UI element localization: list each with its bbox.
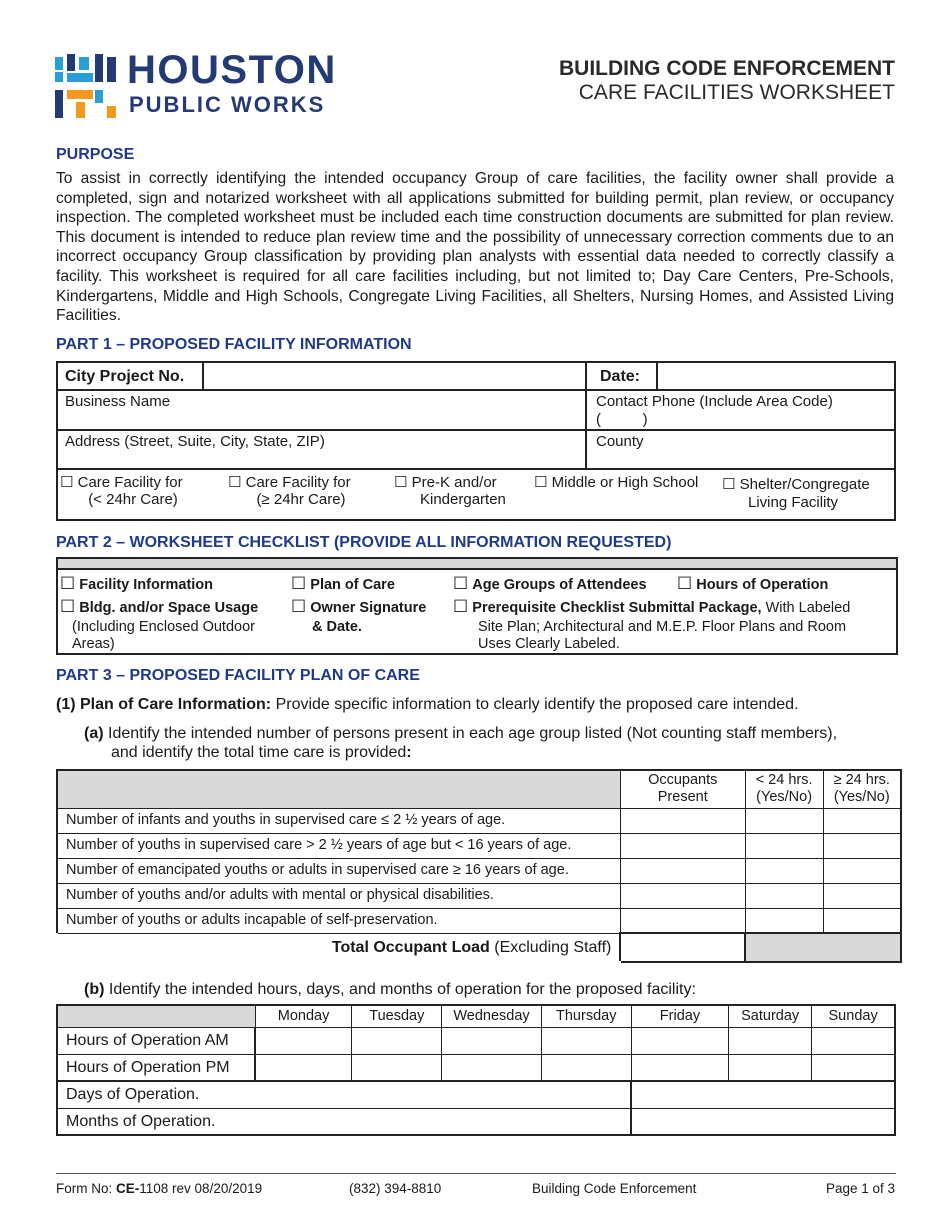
row-question: Number of emancipated youths or adults in supervised care ≥ 16 years of age. [57, 858, 620, 883]
check-bldg-usage[interactable]: ☐ Bldg. and/or Space Usage [60, 597, 259, 617]
hours-am-input[interactable] [812, 1027, 895, 1054]
hours-pm-input[interactable] [352, 1054, 442, 1081]
address-label: Address (Street, Suite, City, State, ZIP) [65, 433, 325, 450]
row-question: Number of infants and youths in supervised care ≤ 2 ½ years of age. [57, 808, 620, 833]
facility-type-prek[interactable]: ☐ Pre-K and/or [394, 473, 497, 491]
footer-divider [56, 1173, 896, 1174]
hours-pm-input[interactable] [255, 1054, 351, 1081]
part2-heading: PART 2 – WORKSHEET CHECKLIST (PROVIDE ALL INFORMATION REQUESTED) [56, 534, 672, 551]
row-question: Number of youths and/or adults with mental or physical disabilities. [57, 883, 620, 908]
hours-am-input[interactable] [442, 1027, 541, 1054]
part2-checklist-box [56, 557, 898, 655]
lt24-input[interactable] [745, 833, 823, 858]
table-row [57, 808, 901, 833]
checkbox-icon[interactable]: ☐ [394, 473, 408, 491]
checkbox-icon[interactable]: ☐ [60, 574, 76, 594]
footer-department: Building Code Enforcement [532, 1181, 697, 1196]
prereq-note-line2: Site Plan; Architectural and M.E.P. Floor Plans and Room [478, 619, 847, 635]
hours-am-input[interactable] [255, 1027, 351, 1054]
business-name-label: Business Name [65, 393, 171, 410]
total-row [57, 933, 901, 962]
occupants-input[interactable] [620, 883, 745, 908]
checkbox-icon[interactable]: ☐ [60, 473, 74, 491]
checkbox-icon[interactable]: ☐ [534, 473, 548, 491]
table-row [57, 908, 901, 933]
hours-am-input[interactable] [631, 1027, 728, 1054]
prereq-note-line3: Uses Clearly Labeled. [478, 636, 620, 652]
phone-area-code-field[interactable]: ( ) [596, 411, 648, 428]
header-friday: Friday [631, 1005, 728, 1027]
table-row [57, 1081, 895, 1108]
address-field[interactable] [60, 451, 582, 467]
checkbox-icon[interactable]: ☐ [60, 597, 76, 617]
facility-type-ge24hr[interactable]: ☐ Care Facility for [228, 473, 351, 491]
document-title [559, 57, 895, 105]
facility-type-shelter-sub: Living Facility [748, 494, 839, 511]
header-occupants: Occupants Present [620, 770, 745, 808]
footer-page-number: Page 1 of 3 [825, 1181, 895, 1196]
contact-phone-label: Contact Phone (Include Area Code) [596, 393, 833, 410]
check-owner-signature[interactable]: ☐ Owner Signature [291, 597, 427, 617]
business-name-field[interactable] [60, 411, 582, 427]
title-department: BUILDING CODE ENFORCEMENT [559, 57, 895, 80]
county-label: County [596, 433, 644, 450]
check-facility-information[interactable]: ☐ Facility Information [60, 574, 214, 594]
city-project-label: City Project No. [65, 368, 185, 385]
occupants-input[interactable] [620, 808, 745, 833]
date-label: Date: [600, 368, 641, 385]
row-months-of-operation: Months of Operation. [57, 1108, 631, 1135]
row-days-of-operation: Days of Operation. [57, 1081, 631, 1108]
checkbox-icon[interactable]: ☐ [722, 475, 736, 493]
ge24-input[interactable] [823, 883, 901, 908]
title-worksheet: CARE FACILITIES WORKSHEET [578, 81, 895, 104]
check-prerequisite-package[interactable]: ☐ Prerequisite Checklist Submittal Package, With Labeled [453, 597, 851, 617]
checkbox-icon[interactable]: ☐ [453, 574, 469, 594]
footer-form-number: Form No: CE-1108 rev 08/20/2019 [56, 1181, 263, 1196]
logo-word-houston: HOUSTON [127, 48, 337, 92]
logo-word-public-works: PUBLIC WORKS [129, 92, 326, 117]
table-row [57, 833, 901, 858]
table-row [57, 1027, 895, 1054]
header-ge24: ≥ 24 hrs. (Yes/No) [823, 770, 901, 808]
header-lt24: < 24 hrs. (Yes/No) [745, 770, 823, 808]
bldg-usage-note-2: Areas) [72, 636, 115, 652]
header-blank [57, 1005, 255, 1027]
check-plan-of-care[interactable]: ☐ Plan of Care [291, 574, 395, 594]
hours-pm-input[interactable] [541, 1054, 631, 1081]
table-row [57, 883, 901, 908]
footer-phone: (832) 394-8810 [349, 1181, 442, 1196]
row-question: Number of youths or adults incapable of self-preservation. [57, 908, 620, 933]
facility-type-middle-high[interactable]: ☐ Middle or High School [534, 473, 699, 491]
total-label: Total Occupant Load (Excluding Staff) [57, 933, 620, 962]
check-age-groups[interactable]: ☐ Age Groups of Attendees [453, 574, 647, 594]
bldg-usage-note: (Including Enclosed Outdoor [72, 619, 255, 635]
facility-type-ge24hr-sub: (≥ 24hr Care) [256, 491, 346, 508]
header-monday: Monday [255, 1005, 351, 1027]
houston-public-works-logo [55, 48, 375, 120]
months-of-operation-input[interactable] [631, 1108, 895, 1135]
occupants-input[interactable] [620, 908, 745, 933]
row-hours-am: Hours of Operation AM [57, 1027, 255, 1054]
table-row [57, 858, 901, 883]
checkbox-icon[interactable]: ☐ [453, 597, 469, 617]
hpw-logo-mark-icon [55, 54, 119, 122]
row-hours-pm: Hours of Operation PM [57, 1054, 255, 1081]
header-blank [57, 770, 620, 808]
hours-pm-input[interactable] [442, 1054, 541, 1081]
header-wednesday: Wednesday [442, 1005, 541, 1027]
lt24-input[interactable] [745, 883, 823, 908]
ge24-input[interactable] [823, 858, 901, 883]
total-occupant-input[interactable] [620, 933, 745, 962]
city-project-field[interactable] [206, 365, 583, 387]
plan-of-care-instruction: (1) Plan of Care Information: Provide specific information to clearly identify the proposed care intended. [56, 696, 799, 713]
table-row [57, 1054, 895, 1081]
total-shaded [745, 933, 901, 962]
part1-facility-info-box [56, 361, 896, 521]
facility-type-lt24hr-sub: (< 24hr Care) [88, 491, 178, 508]
hours-am-input[interactable] [541, 1027, 631, 1054]
header-sunday: Sunday [812, 1005, 895, 1027]
hours-pm-input[interactable] [812, 1054, 895, 1081]
table-row [57, 1108, 895, 1135]
ge24-input[interactable] [823, 908, 901, 933]
header-saturday: Saturday [729, 1005, 812, 1027]
facility-type-shelter[interactable]: ☐ Shelter/Congregate [722, 475, 870, 493]
days-of-operation-input[interactable] [631, 1081, 895, 1108]
hours-pm-input[interactable] [631, 1054, 728, 1081]
occupancy-table [56, 769, 902, 963]
lt24-input[interactable] [745, 908, 823, 933]
occupants-input[interactable] [620, 833, 745, 858]
part1-heading: PART 1 – PROPOSED FACILITY INFORMATION [56, 336, 412, 353]
date-field[interactable] [660, 365, 892, 387]
hours-am-input[interactable] [729, 1027, 812, 1054]
checkbox-icon[interactable]: ☐ [228, 473, 242, 491]
checkbox-icon[interactable]: ☐ [291, 597, 307, 617]
lt24-input[interactable] [745, 858, 823, 883]
shaded-band [58, 559, 896, 570]
county-field[interactable] [589, 451, 892, 467]
ge24-input[interactable] [823, 808, 901, 833]
facility-type-prek-sub: Kindergarten [420, 491, 506, 508]
purpose-text: To assist in correctly identifying the intended occupancy Group of care facilities, the facility owner shall provide a completed, sign and notarized worksheet with all applications submitted for building permit, plan review, or occupancy inspection. The completed worksheet must be included each time construction documents are submitted for plan review. This document is intended to reduce plan review time and the possibility of unnecessary correction comments due to an incorrect occupancy Group classification by providing plan analysts with essential data needed to correctly classify a facility. This worksheet is required for all care facilities including, but not limited to; Day Care Centers, Pre-Schools, Kindergartens, Middle and High Schools, Congregate Living Facilities, all Shelters, Nursing Homes, and Assisted Living Facilities. [56, 170, 894, 325]
part3-heading: PART 3 – PROPOSED FACILITY PLAN OF CARE [56, 667, 420, 684]
item-b-instruction: (b) Identify the intended hours, days, and months of operation for the proposed facility: [84, 981, 696, 998]
header-thursday: Thursday [541, 1005, 631, 1027]
checkbox-icon[interactable]: ☐ [291, 574, 307, 594]
facility-type-lt24hr[interactable]: ☐ Care Facility for [60, 473, 183, 491]
hours-pm-input[interactable] [729, 1054, 812, 1081]
hours-of-operation-table [56, 1004, 896, 1136]
item-a-instruction: (a) Identify the intended number of persons present in each age group listed (Not counting staff members), and identify the total time care is provided: [84, 725, 838, 761]
ge24-input[interactable] [823, 833, 901, 858]
lt24-input[interactable] [745, 808, 823, 833]
occupants-input[interactable] [620, 858, 745, 883]
owner-signature-date: & Date. [312, 619, 362, 635]
checkbox-icon[interactable]: ☐ [677, 574, 693, 594]
header-tuesday: Tuesday [352, 1005, 442, 1027]
purpose-heading: PURPOSE [56, 146, 135, 163]
hours-am-input[interactable] [352, 1027, 442, 1054]
row-question: Number of youths in supervised care > 2 ½ years of age but < 16 years of age. [57, 833, 620, 858]
check-hours-of-operation[interactable]: ☐ Hours of Operation [677, 574, 829, 594]
